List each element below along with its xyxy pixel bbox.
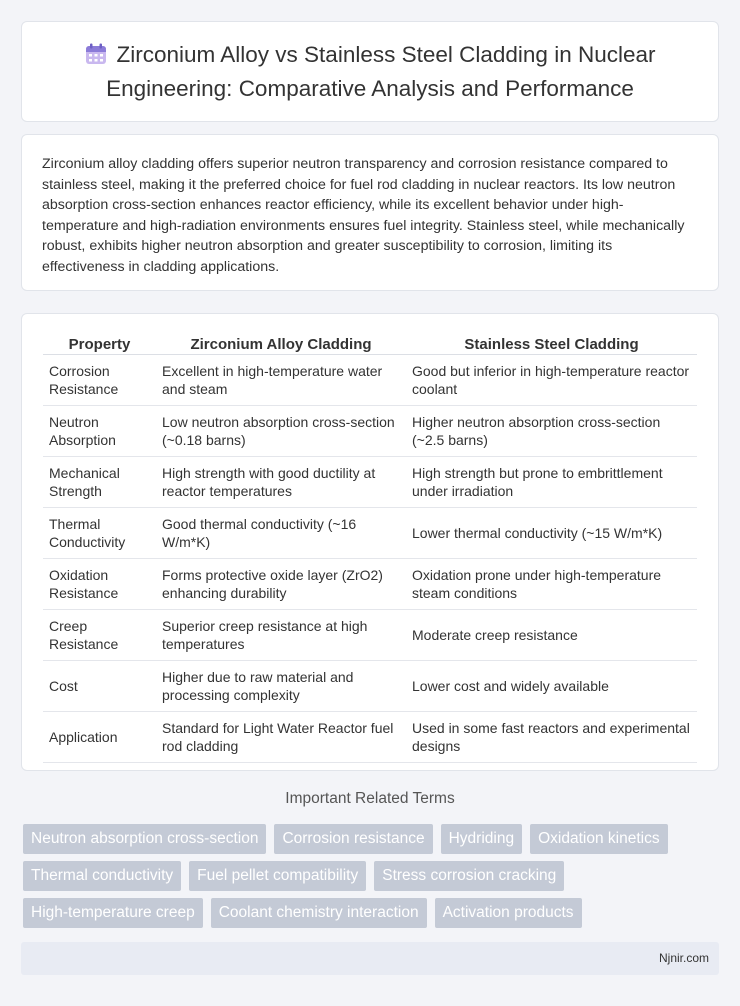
footer (21, 942, 719, 975)
related-terms-heading: Important Related Terms (285, 790, 455, 807)
table-row (43, 457, 697, 508)
cell-stainless: Lower thermal conductivity (~15 W/m*K) (406, 508, 697, 559)
cell-zirconium: High strength with good ductility at reactor temperatures (156, 457, 406, 508)
cell-stainless: Good but inferior in high-temperature reactor coolant (406, 355, 697, 406)
footer-site-link[interactable]: Njnir.com (658, 951, 709, 965)
table-row (43, 508, 697, 559)
header-zirconium: Zirconium Alloy Cladding (156, 332, 406, 355)
cell-stainless: Used in some fast reactors and experimental designs (406, 712, 697, 763)
cell-zirconium: Forms protective oxide layer (ZrO2) enhancing durability (156, 559, 406, 610)
table-header-row (43, 332, 697, 355)
cell-property: Mechanical Strength (43, 457, 156, 508)
term-tag[interactable]: Corrosion resistance (274, 824, 432, 854)
cell-property: Oxidation Resistance (43, 559, 156, 610)
table-row (43, 559, 697, 610)
table-row (43, 406, 697, 457)
term-tag[interactable]: Activation products (435, 898, 582, 928)
comparison-table-card (21, 313, 719, 771)
table-row (43, 610, 697, 661)
comparison-table (43, 332, 697, 763)
related-terms-tags (23, 824, 723, 928)
term-tag[interactable]: Stress corrosion cracking (374, 861, 564, 891)
intro-card (21, 134, 719, 291)
header-stainless: Stainless Steel Cladding (406, 332, 697, 355)
cell-stainless: Higher neutron absorption cross-section (~2.5 barns) (406, 406, 697, 457)
term-tag[interactable]: Thermal conductivity (23, 861, 181, 891)
term-tag[interactable]: Coolant chemistry interaction (211, 898, 427, 928)
cell-property: Cost (43, 661, 156, 712)
cell-zirconium: Excellent in high-temperature water and steam (156, 355, 406, 406)
cell-stainless: Oxidation prone under high-temperature steam conditions (406, 559, 697, 610)
cell-stainless: Lower cost and widely available (406, 661, 697, 712)
header-property: Property (43, 332, 156, 355)
cell-property: Thermal Conductivity (43, 508, 156, 559)
term-tag[interactable]: High-temperature creep (23, 898, 203, 928)
cell-property: Creep Resistance (43, 610, 156, 661)
table-row (43, 661, 697, 712)
cell-property: Application (43, 712, 156, 763)
intro-paragraph: Zirconium alloy cladding offers superior neutron transparency and corrosion resistance compared to stainless steel, making it the preferred choice for fuel rod cladding in nuclear reactors. Its low neutron absorption cross-section enhances reactor efficiency, while its excellent behavior under high-temperature and high-radiation environments ensures fuel integrity. Stainless steel, while mechanically robust, exhibits higher neutron absorption and greater susceptibility to corrosion, limiting its effectiveness in cladding applications. (42, 156, 685, 275)
title-card (21, 21, 719, 122)
calendar-icon (85, 42, 107, 73)
cell-zirconium: Good thermal conductivity (~16 W/m*K) (156, 508, 406, 559)
cell-property: Corrosion Resistance (43, 355, 156, 406)
cell-stainless: High strength but prone to embrittlement under irradiation (406, 457, 697, 508)
page-title (50, 39, 690, 104)
term-tag[interactable]: Hydriding (441, 824, 522, 854)
term-tag[interactable]: Neutron absorption cross-section (23, 824, 266, 854)
cell-property: Neutron Absorption (43, 406, 156, 457)
term-tag[interactable]: Oxidation kinetics (530, 824, 667, 854)
page-title-text: Zirconium Alloy vs Stainless Steel Cladding in Nuclear Engineering: Comparative Analysis and Performance (106, 42, 656, 101)
term-tag[interactable]: Fuel pellet compatibility (189, 861, 366, 891)
cell-zirconium: Higher due to raw material and processing complexity (156, 661, 406, 712)
cell-zirconium: Low neutron absorption cross-section (~0.18 barns) (156, 406, 406, 457)
table-row (43, 712, 697, 763)
table-row (43, 355, 697, 406)
cell-zirconium: Superior creep resistance at high temperatures (156, 610, 406, 661)
cell-zirconium: Standard for Light Water Reactor fuel rod cladding (156, 712, 406, 763)
cell-stainless: Moderate creep resistance (406, 610, 697, 661)
